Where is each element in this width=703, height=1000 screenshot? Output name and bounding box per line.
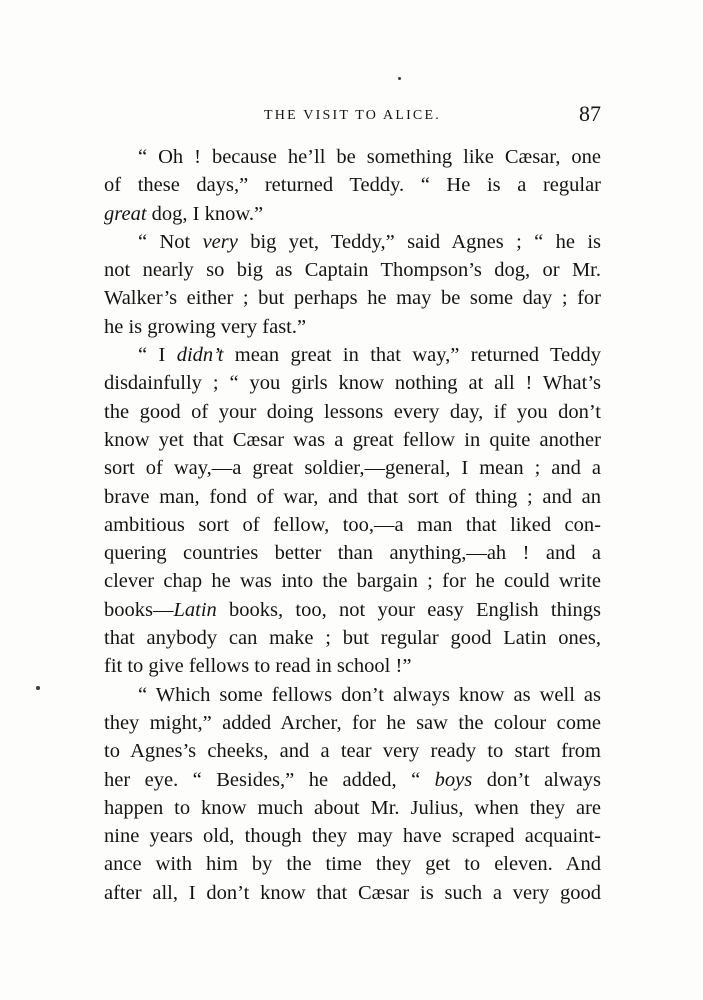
text-line [104, 850, 601, 878]
text-run: mean great in that way,” returned Teddy [223, 344, 601, 367]
italic-text: very [202, 230, 238, 253]
text-run: fit to give fellows to read in school !” [104, 655, 412, 678]
text-run: the good of your doing lessons every day, if you don’t [104, 400, 601, 423]
text-run: don’t always [472, 768, 601, 791]
text-line [104, 596, 601, 624]
text-run: know yet that Cæsar was a great fellow in quite another [104, 428, 601, 451]
text-run: “ Oh ! because he’ll be something like Cæsar, one [138, 146, 601, 168]
text-run: ambitious sort of fellow, too,—a man that liked con- [104, 513, 601, 536]
text-line [104, 426, 601, 454]
text-run: “ Which some fellows don’t always know as well as [138, 683, 601, 706]
text-line [104, 794, 601, 822]
text-run: not nearly so big as Captain Thompson’s dog, or Mr. [104, 259, 601, 282]
text-line [104, 879, 601, 907]
text-line [104, 567, 601, 595]
italic-text: boys [434, 768, 473, 791]
print-speck [36, 686, 40, 690]
text-line [104, 341, 601, 369]
text-line [104, 398, 601, 426]
text-run: her eye. “ Besides,” he added, “ [104, 768, 435, 791]
text-run: brave man, fond of war, and that sort of thing ; and an [104, 485, 601, 508]
text-line [104, 511, 601, 539]
text-run: of these days,” returned Teddy. “ He is a regular [104, 174, 601, 197]
text-run: dog, I know.” [146, 202, 264, 225]
text-run: ance with him by the time they get to eleven. And [104, 853, 601, 876]
text-line [104, 766, 601, 794]
text-line [104, 284, 601, 312]
text-line [104, 256, 601, 284]
italic-text: great [104, 202, 147, 225]
text-line [104, 624, 601, 652]
running-head [104, 101, 601, 130]
text-run: he is growing very fast.” [104, 315, 307, 338]
italic-text: Latin [173, 598, 217, 621]
text-run: Walker’s either ; but perhaps he may be some day ; for [104, 287, 601, 310]
text-run: after all, I don’t know that Cæsar is such a very good [104, 881, 601, 904]
text-run: “ Not [138, 230, 203, 253]
text-line [104, 737, 601, 765]
text-run: nine years old, though they may have scraped acquaint- [104, 825, 601, 848]
text-run: books— [104, 598, 174, 621]
text-run: happen to know much about Mr. Julius, when they are [104, 796, 601, 819]
text-run: “ I [138, 344, 177, 367]
text-line [104, 313, 601, 341]
text-run: to Agnes’s cheeks, and a tear very ready to start from [104, 740, 601, 763]
body-text [104, 143, 601, 907]
text-line [104, 369, 601, 397]
text-run: big yet, Teddy,” said Agnes ; “ he is [237, 230, 601, 253]
text-run: quering countries better than anything,—ah ! and a [104, 542, 601, 565]
text-line [104, 483, 601, 511]
text-line [104, 143, 601, 171]
italic-text: didn’t [176, 344, 224, 367]
text-run: disdainfully ; “ you girls know nothing at all ! What’s [104, 372, 601, 395]
text-line [104, 539, 601, 567]
running-title: THE VISIT TO ALICE. [264, 108, 441, 123]
text-line [104, 454, 601, 482]
text-line [104, 200, 601, 228]
text-run: sort of way,—a great soldier,—general, I mean ; and a [104, 457, 601, 480]
text-line [104, 652, 601, 680]
page-number: 87 [579, 101, 601, 126]
text-line [104, 228, 601, 256]
text-line [104, 709, 601, 737]
print-speck [398, 77, 401, 80]
text-line [104, 822, 601, 850]
text-line [104, 681, 601, 709]
text-run: they might,” added Archer, for he saw the colour come [104, 711, 601, 734]
text-run: clever chap he was into the bargain ; for he could write [104, 570, 601, 593]
text-run: books, too, not your easy English things [216, 598, 601, 621]
text-line [104, 171, 601, 199]
text-run: that anybody can make ; but regular good Latin ones, [104, 627, 601, 650]
